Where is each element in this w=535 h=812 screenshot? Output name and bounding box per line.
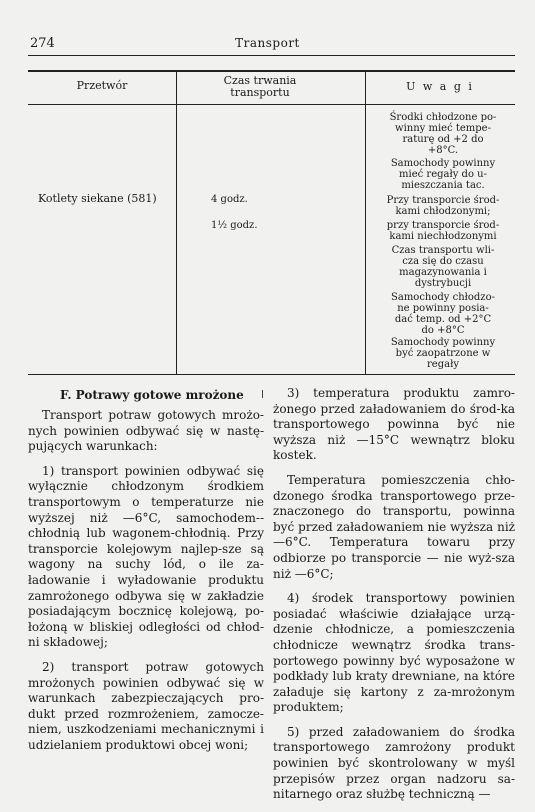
remark-line: cza się do czasu [402,256,484,267]
column-header-product: Przetwór [76,79,128,92]
remark-line: do +8°C [421,325,465,336]
table-bottom-rule [28,374,515,375]
remark-5 [373,245,513,289]
remark-line: Samochody powinny [390,158,496,169]
remark-2 [373,158,513,191]
remark-line: regały [427,359,459,370]
paragraph: 2) transport potraw gotowych mrożonych powinien odbywać się w warunkach zabezpieczających pro-dukt przed rozmrożeniem, zamocze-niem, uszkodzeniami mechanicznymi i udzielaniem produktowi obcej woni; [28,659,264,752]
column-divider-mark [262,390,263,398]
remark-line: magazynowania i [399,267,487,278]
remark-line: dystrybucji [414,278,472,289]
remark-line: kami niechłodzonymi [389,231,497,242]
remark-line: Środki chłodzone po- [389,112,497,123]
remark-line: dać temp. od +2°C [394,314,492,325]
page-number: 274 [30,36,55,51]
remark-line: +8°C. [427,145,459,156]
paragraph: 1) transport powinien odbywać się wyłącznie chłodzonym środkiem transportowym o temperaturze nie wyższej niż —6°C, samochodem--chłodnią lub wagonem-chłodnią. Przy transporcie kolejowym najlep-sze są wagony na suchy lód, o ile za-ładowanie i wyładowanie produktu zamrożonego odbywa się w zakładzie posiadającym bocznicę kolejową, po-łożoną w bliskiej odległości od chłod-ni składowej; [28,463,264,650]
table-head-rule [28,104,515,105]
table-divider-1 [176,70,177,374]
paragraph: 3) temperatura produktu zamro-żonego przed załadowaniem do środ-ka transportowego powinna być nie wyższa niż —15°C wewnątrz bloku kostek. [273,386,515,463]
remark-6 [373,292,513,336]
remark-line: raturę od +2 do [402,134,484,145]
remark-line: mieć regały do u- [399,169,487,180]
paragraph: Transport potraw gotowych mrożo-nych powinien odbywać się w nastę-pujących warunkach: [28,408,264,454]
table-divider-2 [365,70,366,374]
paragraph: Temperatura pomieszczenia chło-dzonego środka transportowego prze-znaczonego do transportu, powinna być przed załadowaniem nie wyższa niż —6°C. Temperatura towaru przy odbiorze po transporcie — nie wyż-sza niż —6°C; [273,472,515,581]
remark-line: kami chłodzonymi; [395,206,491,217]
remark-1 [373,112,513,156]
paragraph: 4) środek transportowy powinien posiadać właściwie działające urzą-dzenie chłodnicze, a pomieszczenia chłodnicze wewnątrz środka trans-portowego powinny być wyposażone w podkłady lub kraty drewniane, na które załaduje się kartony z za-mrożonym produktem; [273,591,515,715]
section-title: F. Potrawy gotowe mrożone [60,388,244,402]
remark-line: ne powinny posia- [397,303,489,314]
paragraph: 5) przed załadowaniem do środka transportowego zamrożony produkt powinien być skontrolowany w myśl przepisów przez organ nadzoru sa-nitarnego oraz służbę techniczną — [273,724,515,802]
product-cell: Kotlety siekane (581) [38,192,157,205]
column-header-duration: Czas trwania transportu [223,74,297,99]
running-title: Transport [235,36,300,50]
remark-line: Czas transportu wli- [391,245,495,256]
remark-line: Samochody powinny [390,337,496,348]
remark-4 [373,220,513,242]
remark-line: winny mieć tempe- [395,123,491,134]
remark-line: być zaopatrzone w [395,348,491,359]
remark-line: Samochody chłodzo- [391,292,495,303]
remark-line: przy transporcie środ- [386,220,500,231]
duration-cell-2: 1½ godz. [211,220,258,231]
left-text-column [28,408,264,762]
column-header-remarks: U w a g i [406,80,474,93]
header-rule [28,55,515,56]
remark-line: Przy transporcie środ- [386,195,500,206]
remark-3 [373,195,513,217]
duration-cell-1: 4 godz. [211,194,248,205]
remark-7 [373,337,513,370]
remark-line: mieszczania tac. [401,180,485,191]
table-top-rule [28,70,515,72]
right-text-column [273,386,515,812]
